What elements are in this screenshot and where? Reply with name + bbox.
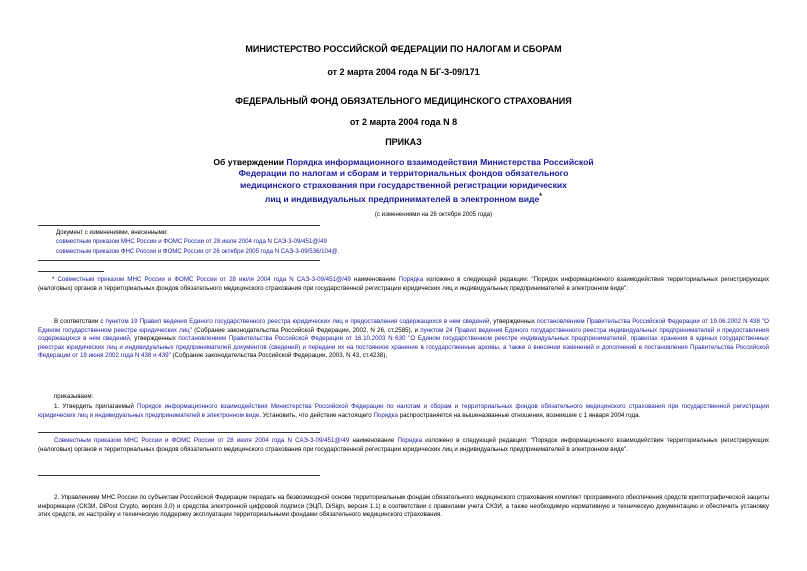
ministry-heading: МИНИСТЕРСТВО РОССИЙСКОЙ ФЕДЕРАЦИИ ПО НАЛОГАМ И СБОРАМ [245, 44, 562, 54]
order-word: приказываем: [54, 393, 94, 400]
note-text: наименование [349, 437, 398, 444]
footnote-poryadok-link[interactable]: Порядка [398, 276, 424, 283]
preamble-text: В соответствии с [54, 318, 106, 325]
footnote-order-link[interactable]: Совместным приказом МНС России и ФОМС России от 28 июля 2004 года N САЭ-3-09/451@/49 [57, 276, 351, 283]
note-text: изложено в следующей редакции: "Порядок информационного взаимодействия территориальных регистрирующих (налоговых) органов и территориальных фондов обязательного медицинского страхования при государственной регистрации юридических лиц и индивидуальных предпринимателей в электронном виде". [38, 437, 769, 453]
fund-heading: ФЕДЕРАЛЬНЫЙ ФОНД ОБЯЗАТЕЛЬНОГО МЕДИЦИНСКОГО СТРАХОВАНИЯ [235, 96, 572, 106]
separator-rule [38, 225, 320, 226]
ministry-order-date: от 2 марта 2004 года N БГ-3-09/171 [327, 67, 480, 77]
preamble-text: , утвержденных [129, 335, 179, 343]
title-link-line-3[interactable]: медицинского страхования при государственной регистрации юридических [240, 179, 567, 190]
document-type: ПРИКАЗ [385, 137, 422, 147]
change-note [38, 437, 769, 454]
separator-rule [38, 432, 320, 433]
title-link-line-2[interactable]: Федерации по налогам и сборам и территориальных фондов обязательного [238, 168, 569, 179]
footnote-mark: * [52, 276, 58, 283]
decree-438-link[interactable]: постановлением Правительства Российской Федерации от 19.06.2002 N 438 "О Едином государственном реестре юридических лиц" [38, 318, 769, 334]
title-link-line-4[interactable]: лиц и индивидуальных предпринимателей в электронном виде [264, 193, 540, 204]
poryadok-approved-link[interactable]: Порядок информационного взаимодействия Министерства Российской Федерации по налогам и сборам и территориальных фондов обязательного медицинского страхования при государственной регистрации юридических лиц и индивидуальных предпринимателей в электронном виде [38, 403, 769, 419]
amendments-intro: Документ с изменениями, внесенными: [56, 229, 168, 236]
title-footnote-mark: * [539, 191, 543, 200]
preamble-text: (Собрание законодательства Российской Федерации, 2002, N 26, ст.2585), и [191, 326, 421, 334]
footnote-text: наименование [350, 276, 399, 283]
footnote-text: изложено в следующей редакции: "Порядок информационного взаимодействия территориальных регистрирующих (налоговых) органов и территориальных фондов обязательного медицинского страхования при государственной регистрации юридических лиц и индивидуальных предпринимателей в электронном виде". [38, 276, 769, 292]
separator-rule [38, 260, 320, 261]
preamble-text: (Собрание законодательства Российской Федерации, 2003, N 43, ст.4238), [170, 352, 388, 360]
amendment-link-2004[interactable]: совместным приказом МНС России и ФОМС России от 28 июля 2004 года N САЭ-3-09/451@/49 [56, 238, 327, 245]
decree-630-link[interactable]: постановлением Правительства Российской Федерации от 16.10.2003 N 630 "О Едином государственном реестре индивидуальных предпринимателей, правилах хранения в единых государственных реестрах юридических лиц и индивидуальных предпринимателей документов (сведений) и передачи их на постоянное хранение в государственные архивы, а также о внесении изменений и дополнений в постановления Правительства Российской Федерации от 19 июня 2002 года N 438 и 439" [38, 335, 769, 360]
amended-note: (с изменениями на 26 октября 2005 года) [374, 211, 493, 218]
order-item-2: 2. Управлениям МНС России по субъектам Российской Федерации передать на безвозмездной основе территориальным фондам обязательного медицинского страхования комплект программного обеспечения средств криптографической защиты информации (СКЗИ, DiPost Crypto, версия 3.0) и средства электронной цифровой подписи (ЭЦП, DiSign, версия 1.1) в соответствии с правилами учета СКЗИ, а также необходимую нормативную и техническую документацию и обеспечить установку этих средств, их настройку и техническую поддержку эксплуатации территориальными фондами обязательного медицинского страхования. [38, 494, 769, 519]
item-text: распространяется на вышеназванные отношения, возникшие с 1 января 2004 года. [397, 411, 641, 419]
rules-438-link[interactable]: пунктом 19 Правил ведения Единого государственного реестра юридических лиц и предоставления содержащихся в нем сведений [105, 318, 490, 325]
poryadok-link[interactable]: Порядка [373, 411, 398, 419]
order-item-1 [38, 403, 769, 420]
footnote-rule [38, 271, 104, 272]
preamble-text: , утвержденных [489, 318, 537, 325]
rules-630-link[interactable]: пунктом 24 Правил ведения Единого государственного реестра индивидуальных предпринимателей и предоставления содержащихся в нем сведений [38, 326, 769, 343]
amendment-link-2005[interactable]: совместным приказом ФНС России и ФОМС России от 26 октября 2005 года N САЭ-3-09/536/104@. [56, 248, 340, 255]
change-note-order-link[interactable]: Совместным приказом МНС России и ФОМС России от 28 июля 2004 года N САЭ-3-09/451@/49 [54, 437, 350, 444]
fund-order-date: от 2 марта 2004 года N 8 [349, 117, 458, 127]
preamble-paragraph [38, 318, 769, 361]
document-title [150, 157, 657, 205]
title-footnote [38, 276, 769, 293]
item-text: 1. Утвердить прилагаемый [54, 403, 138, 410]
title-link-line-1[interactable]: Порядка информационного взаимодействия Министерства Российской [286, 157, 594, 167]
separator-rule [38, 475, 320, 476]
title-prefix: Об утверждении [213, 157, 287, 167]
change-note-poryadok-link[interactable]: Порядка [397, 437, 423, 444]
item-text: . Установить, что действие настоящего [259, 411, 374, 419]
